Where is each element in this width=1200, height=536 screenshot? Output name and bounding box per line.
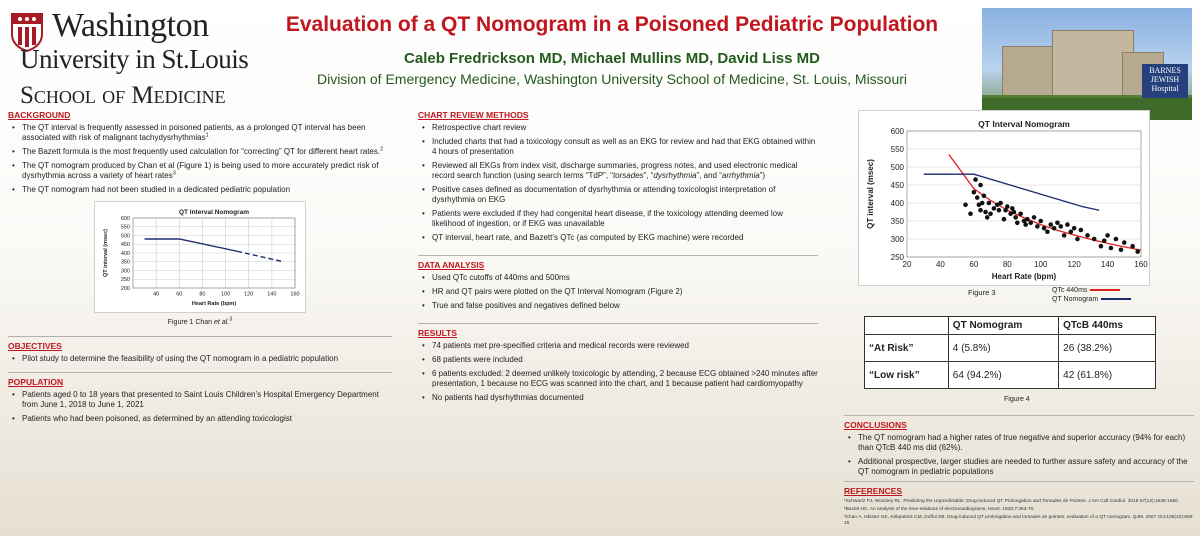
reference-item: ¹Schwartz PJ, Wozniey RL. Predicting the Unpredictable: Drug-Induced QT Prolongation and Torsades de Pointes. J Am Coll Cardiol. 2016 67(13):1639-1650 xyxy=(844,499,1178,504)
list-item xyxy=(8,123,392,143)
data-point xyxy=(982,194,987,199)
x-axis-label: Heart Rate (bpm) xyxy=(991,272,1057,281)
data-point xyxy=(1065,222,1070,227)
list-item: • Positive cases defined as documentation of dysrhythmia or attending toxicologist interpretation of dysrhythmia on EKG xyxy=(418,185,818,205)
conclusions-heading: CONCLUSIONS xyxy=(844,420,907,430)
legend-entry-nomogram xyxy=(1052,295,1131,304)
table-row xyxy=(865,362,1156,389)
divider xyxy=(844,415,1194,416)
data-point xyxy=(1135,249,1140,254)
table-cell: 26 (38.2%) xyxy=(1059,335,1156,362)
data-point xyxy=(985,215,990,220)
hospital-sign: BARNES JEWISH Hospital xyxy=(1142,64,1188,98)
list-item-text: ”) xyxy=(759,171,766,180)
y-tick-label: 600 xyxy=(890,126,904,136)
figure-3-footer xyxy=(838,286,1194,314)
legend-label: QT Nomogram xyxy=(1052,296,1099,303)
list-item: • Additional prospective, larger studies are needed to further assure safety and accuracy of the QT nomogram in pediatric populations xyxy=(844,457,1194,477)
methods-list xyxy=(418,123,818,243)
data-point xyxy=(1045,230,1050,235)
logo-text-school: School of Medicine xyxy=(20,82,226,109)
list-item: • Patients aged 0 to 18 years that presented to Saint Louis Children’s Hospital Emergency Department from June 1, 2018 to June 1, 2021 xyxy=(8,390,392,410)
list-item-text: The QT nomogram had not been studied in a dedicated pediatric population xyxy=(22,185,291,194)
caption-italic: et al. xyxy=(214,319,230,326)
list-item-text: The Bazett formula is the most frequently used calculation for “correcting” QT for different heart rates. xyxy=(22,147,381,156)
x-tick-label: 60 xyxy=(969,260,979,269)
x-tick-label: 80 xyxy=(1002,260,1012,269)
search-term: dysrhythmia xyxy=(653,171,697,180)
authors: Caleb Fredrickson MD, Michael Mullins MD, David Liss MD xyxy=(404,50,820,67)
data-point xyxy=(1099,244,1104,249)
conclusions-section xyxy=(844,412,1194,529)
table-header: QTcB 440ms xyxy=(1059,317,1156,335)
y-tick-label: 300 xyxy=(890,234,904,244)
list-item-text: Reviewed all EKGs from index visit, discharge summaries, progress notes, and used electronic medical record search function (using search terms “TdP”, “ xyxy=(432,161,798,180)
column-middle xyxy=(418,110,818,407)
list-item: • Retrospective chart review xyxy=(418,123,818,133)
reference-item: ²Bazett HC. An analysis of the time-relations of electrocardiograms. Heart. 1920;7:353-70. xyxy=(844,507,1035,512)
background-heading: BACKGROUND xyxy=(8,110,71,120)
data-point xyxy=(1012,210,1017,215)
list-item: • 68 patients were included xyxy=(418,355,818,365)
data-point xyxy=(1048,222,1053,227)
list-item xyxy=(418,161,818,181)
poster-title: Evaluation of a QT Nomogram in a Poisoned Pediatric Population xyxy=(285,13,939,36)
table-header: QT Nomogram xyxy=(948,317,1058,335)
data-point xyxy=(1119,248,1124,253)
x-tick-label: 20 xyxy=(902,260,912,269)
data-point xyxy=(1105,233,1110,238)
results-heading: RESULTS xyxy=(418,328,458,338)
nomogram-chart-large xyxy=(859,111,1149,285)
citation-sup: 1 xyxy=(205,132,209,139)
y-tick-label: 450 xyxy=(120,242,130,249)
citation-sup: 2 xyxy=(380,146,384,153)
data-point xyxy=(1035,224,1040,229)
data-point xyxy=(1015,221,1020,226)
table-cell: 4 (5.8%) xyxy=(948,335,1058,362)
list-item xyxy=(8,147,392,157)
logo-text-washington: Washington xyxy=(52,7,209,44)
figure-3-chart xyxy=(858,110,1150,286)
results-table xyxy=(864,316,1156,389)
list-item xyxy=(8,185,392,195)
list-item-text: ”, “ xyxy=(643,171,654,180)
population-list xyxy=(8,390,392,424)
data-point xyxy=(1005,204,1010,209)
chart-title: QT Interval Nomogram xyxy=(978,119,1070,129)
population-heading: POPULATION xyxy=(8,377,64,387)
y-tick-label: 400 xyxy=(120,250,130,257)
analysis-heading: DATA ANALYSIS xyxy=(418,260,485,270)
data-point xyxy=(1062,233,1067,238)
data-point xyxy=(1013,215,1018,220)
data-point xyxy=(1052,226,1057,231)
chart-legend xyxy=(1052,286,1131,304)
objectives-list xyxy=(8,354,392,364)
background-list xyxy=(8,123,392,195)
list-item: • Patients were excluded if they had congenital heart disease, if the toxicology attending deemed low likelihood of ingestion, or if EKG was unavailable xyxy=(418,209,818,229)
list-item: • True and false positives and negatives defined below xyxy=(418,301,818,311)
data-point xyxy=(1069,230,1074,235)
references-heading: REFERENCES xyxy=(844,486,903,496)
data-point xyxy=(1032,215,1037,220)
list-item: • The QT nomogram had a higher rates of true negative and superior accuracy (94% for each) than QTcB 440 ms did (62%). xyxy=(844,433,1194,453)
data-point xyxy=(1079,228,1084,233)
reference-item: ³Chan A, Isbister GK, Kirkpatrick CM, Dufful SB. Drug-induced QT prolongation and torsades de pointes: evaluation of a QT nomogram. QJM. 2007 Oct;100(10):609-15 xyxy=(844,515,1194,526)
objectives-heading: OBJECTIVES xyxy=(8,341,62,351)
data-point xyxy=(1075,237,1080,242)
x-tick-label: 120 xyxy=(1067,260,1081,269)
data-point xyxy=(987,201,992,206)
data-point xyxy=(978,183,983,188)
data-point xyxy=(988,212,993,217)
university-logo xyxy=(8,6,248,110)
logo-text-university: University in St.Louis xyxy=(20,44,249,74)
y-tick-label: 400 xyxy=(890,198,904,208)
divider xyxy=(8,336,392,337)
affiliation: Division of Emergency Medicine, Washington University School of Medicine, St. Louis, Missouri xyxy=(316,71,908,87)
data-point xyxy=(963,203,968,208)
data-point xyxy=(983,210,988,215)
y-tick-label: 450 xyxy=(890,180,904,190)
chart-title: QT Interval Nomogram xyxy=(178,209,250,216)
data-point xyxy=(1092,237,1097,242)
y-tick-label: 300 xyxy=(120,268,130,275)
list-item: • HR and QT pairs were plotted on the QT Interval Nomogram (Figure 2) xyxy=(418,287,818,297)
data-point xyxy=(1028,221,1033,226)
results-list xyxy=(418,341,818,403)
figure-4-caption: Figure 4 xyxy=(1004,396,1030,403)
conclusions-list xyxy=(844,433,1194,477)
table-header-row xyxy=(865,317,1156,335)
table-cell: 64 (94.2%) xyxy=(948,362,1058,389)
x-tick-label: 160 xyxy=(290,291,300,298)
data-point xyxy=(968,212,973,217)
caption-text: Figure 1 Chan xyxy=(167,319,215,326)
divider xyxy=(844,481,1194,482)
divider xyxy=(418,255,818,256)
table-cell: 42 (61.8%) xyxy=(1059,362,1156,389)
x-tick-label: 40 xyxy=(153,291,160,298)
data-point xyxy=(998,201,1003,206)
x-tick-label: 80 xyxy=(199,291,206,298)
x-tick-label: 140 xyxy=(1100,260,1115,269)
hospital-photo xyxy=(982,8,1192,120)
list-item: • Patients who had been poisoned, as determined by an attending toxicologist xyxy=(8,414,392,424)
list-item: • 74 patients met pre-specified criteria and medical records were reviewed xyxy=(418,341,818,351)
data-point xyxy=(972,190,977,195)
list-item: • 6 patients excluded: 2 deemed unlikely toxicologic by attending, 2 because ECG obtained >240 minutes after presentation, 1 because no ECG was scanned into the chart, and 1 because patient had cardiomyopathy xyxy=(418,369,818,389)
list-item: • Used QTc cutoffs of 440ms and 500ms xyxy=(418,273,818,283)
table-row xyxy=(865,335,1156,362)
title-block xyxy=(262,12,962,88)
data-point xyxy=(1122,240,1127,245)
y-tick-label: 500 xyxy=(120,233,130,240)
nomogram-chart-small xyxy=(95,202,305,312)
data-point xyxy=(1109,246,1114,251)
y-tick-label: 600 xyxy=(120,215,130,222)
x-tick-label: 100 xyxy=(220,291,231,298)
y-tick-label: 350 xyxy=(890,216,904,226)
legend-label: QTc 440ms xyxy=(1052,287,1088,294)
qtc-440-line xyxy=(949,154,1141,250)
data-point xyxy=(1102,239,1107,244)
x-tick-label: 120 xyxy=(244,291,254,298)
data-point xyxy=(980,201,985,206)
list-item-text: The QT nomogram produced by Chan et al (Figure 1) is being used to more accurately predict risk of dysrhythmia across a variety of heart rates xyxy=(22,161,379,180)
column-right xyxy=(838,110,1194,314)
row-label: “At Risk” xyxy=(865,335,949,362)
data-point xyxy=(1130,244,1135,249)
data-point xyxy=(1042,226,1047,231)
data-point xyxy=(992,206,997,211)
x-tick-label: 100 xyxy=(1034,260,1048,269)
data-point xyxy=(1085,233,1090,238)
figure-1-caption xyxy=(8,316,392,326)
data-point xyxy=(1058,224,1063,229)
x-tick-label: 40 xyxy=(935,260,945,269)
row-label: “Low risk” xyxy=(865,362,949,389)
data-point xyxy=(975,195,980,200)
list-item-text: ”, and “ xyxy=(696,171,722,180)
list-item: • Included charts that had a toxicology consult as well as an EKG for review and had that EKG obtained within 4 hours of presentation xyxy=(418,137,818,157)
data-point xyxy=(1023,222,1028,227)
y-tick-label: 200 xyxy=(120,285,130,292)
x-axis-label: Heart Rate (bpm) xyxy=(191,301,237,307)
table-corner xyxy=(865,317,949,335)
data-point xyxy=(1055,221,1060,226)
list-item: • Pilot study to determine the feasibility of using the QT nomogram in a pediatric population xyxy=(8,354,392,364)
nomogram-line xyxy=(145,239,238,251)
data-point xyxy=(1038,219,1043,224)
plot-area xyxy=(907,131,1141,257)
data-point xyxy=(1114,237,1119,242)
y-tick-label: 550 xyxy=(120,224,130,231)
list-item xyxy=(8,161,392,181)
data-point xyxy=(1072,226,1077,231)
references-list xyxy=(844,499,1194,527)
y-tick-label: 250 xyxy=(890,252,904,262)
legend-entry-qtc xyxy=(1052,286,1131,295)
list-item-text: The QT interval is frequently assessed in poisoned patients, as a prolonged QT interval has been associated with risk of malignant tachydysrhythmias xyxy=(22,123,366,142)
divider xyxy=(8,372,392,373)
legend-swatch xyxy=(1101,298,1131,300)
methods-heading: CHART REVIEW METHODS xyxy=(418,110,529,120)
list-item: • No patients had dysrhythmias documented xyxy=(418,393,818,403)
legend-swatch xyxy=(1090,289,1120,291)
citation-sup: 3 xyxy=(172,170,176,177)
data-point xyxy=(997,208,1002,213)
y-tick-label: 250 xyxy=(120,277,130,284)
y-tick-label: 350 xyxy=(120,259,130,266)
x-tick-label: 160 xyxy=(1134,260,1148,269)
y-tick-label: 500 xyxy=(890,162,904,172)
y-tick-label: 550 xyxy=(890,144,904,154)
x-tick-label: 140 xyxy=(267,291,277,298)
nomogram-line xyxy=(924,174,1100,210)
citation-sup: 3 xyxy=(229,316,233,323)
data-point xyxy=(978,208,983,213)
search-term: torsades xyxy=(612,171,644,180)
figure-3-caption: Figure 3 xyxy=(968,288,996,297)
search-term: arrhythmia xyxy=(721,171,760,180)
y-axis-label: QT interval (msec) xyxy=(866,159,875,229)
data-point xyxy=(1002,217,1007,222)
data-point xyxy=(1025,217,1030,222)
x-tick-label: 60 xyxy=(176,291,183,298)
data-point xyxy=(1018,212,1023,217)
figure-1-chart xyxy=(94,201,306,313)
column-left xyxy=(8,110,392,428)
y-axis-label: QT interval (msec) xyxy=(103,229,109,277)
list-item: • QT interval, heart rate, and Bazett’s QTc (as computed by EKG machine) were recorded xyxy=(418,233,818,243)
divider xyxy=(418,323,818,324)
analysis-list xyxy=(418,273,818,311)
data-point xyxy=(973,177,978,182)
